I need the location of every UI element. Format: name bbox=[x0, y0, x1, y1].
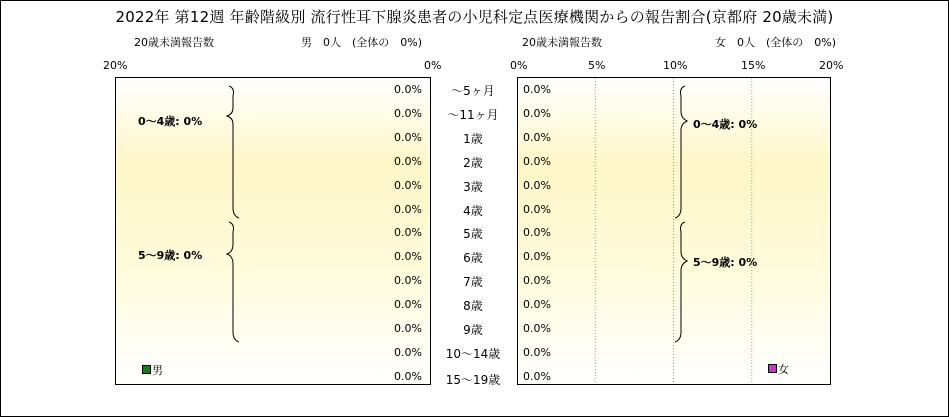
female-value-label: 0.0% bbox=[523, 274, 551, 288]
female-value-label: 0.0% bbox=[523, 83, 551, 96]
male-value-label: 0.0% bbox=[394, 130, 422, 144]
male-value-label: 0.0% bbox=[394, 106, 422, 120]
female-value-label: 0.0% bbox=[523, 226, 551, 240]
female-group-0-4: 0～4歳: 0% bbox=[693, 118, 758, 131]
age-label: 6歳 bbox=[463, 251, 483, 266]
female-value-label: 0.0% bbox=[523, 154, 551, 168]
male-brace-0-4 bbox=[227, 86, 239, 218]
female-tick-20: 20% bbox=[819, 59, 844, 72]
male-brace-5-9 bbox=[227, 222, 239, 342]
female-tick-15: 15% bbox=[741, 59, 766, 72]
male-value-label: 0.0% bbox=[394, 178, 422, 192]
female-value-label: 0.0% bbox=[523, 202, 551, 216]
male-summary: 男 0人 (全体の 0%) bbox=[301, 36, 423, 49]
male-tick-20: 20% bbox=[103, 59, 128, 72]
male-value-label: 0.0% bbox=[394, 226, 422, 240]
age-label: 3歳 bbox=[463, 179, 483, 194]
age-label: ～5ヶ月 bbox=[451, 84, 495, 98]
male-group-0-4: 0～4歳: 0% bbox=[138, 115, 203, 128]
female-value-label: 0.0% bbox=[523, 250, 551, 264]
male-tick-0: 0% bbox=[424, 59, 442, 72]
male-value-label: 0.0% bbox=[394, 369, 422, 383]
male-group-5-9: 5～9歳: 0% bbox=[138, 249, 203, 262]
female-value-label: 0.0% bbox=[523, 106, 551, 120]
female-legend-swatch bbox=[768, 364, 777, 373]
female-legend-label: 女 bbox=[778, 363, 789, 376]
age-label: 10～14歳 bbox=[445, 346, 501, 361]
age-label: 4歳 bbox=[463, 203, 483, 218]
age-label: 8歳 bbox=[463, 299, 483, 314]
female-value-label: 0.0% bbox=[523, 322, 551, 335]
female-group-5-9: 5～9歳: 0% bbox=[693, 256, 758, 269]
female-value-label: 0.0% bbox=[523, 369, 551, 383]
age-label: 7歳 bbox=[463, 275, 483, 290]
age-label: 2歳 bbox=[463, 155, 483, 170]
male-legend-swatch bbox=[142, 365, 151, 374]
male-value-label: 0.0% bbox=[394, 202, 422, 216]
male-count-label: 20歳未満報告数 bbox=[134, 36, 214, 49]
female-brace-0-4 bbox=[675, 86, 687, 218]
age-label: 9歳 bbox=[463, 323, 483, 337]
female-value-label: 0.0% bbox=[523, 298, 551, 312]
female-tick-5: 5% bbox=[588, 59, 606, 72]
female-value-label: 0.0% bbox=[523, 178, 551, 192]
male-value-label: 0.0% bbox=[394, 83, 422, 96]
female-tick-0: 0% bbox=[510, 59, 528, 72]
age-label: 1歳 bbox=[463, 131, 483, 146]
female-count-label: 20歳未満報告数 bbox=[522, 36, 602, 49]
female-tick-10: 10% bbox=[663, 59, 688, 72]
male-value-label: 0.0% bbox=[394, 274, 422, 288]
male-value-label: 0.0% bbox=[394, 154, 422, 168]
female-summary: 女 0人 (全体の 0%) bbox=[715, 36, 837, 49]
male-value-label: 0.0% bbox=[394, 322, 422, 335]
male-legend-label: 男 bbox=[152, 364, 163, 377]
female-value-label: 0.0% bbox=[523, 130, 551, 144]
age-label: 15～19歳 bbox=[445, 372, 501, 387]
female-value-label: 0.0% bbox=[523, 345, 551, 359]
age-label: ～11ヶ月 bbox=[447, 107, 499, 122]
chart-title: 2022年 第12週 年齢階級別 流行性耳下腺炎患者の小児科定点医療機関からの報告割合(京都府 20歳未満) bbox=[115, 8, 834, 26]
age-label: 5歳 bbox=[463, 227, 483, 242]
male-value-label: 0.0% bbox=[394, 298, 422, 312]
female-brace-5-9 bbox=[675, 222, 687, 342]
male-value-label: 0.0% bbox=[394, 345, 422, 359]
male-value-label: 0.0% bbox=[394, 250, 422, 264]
